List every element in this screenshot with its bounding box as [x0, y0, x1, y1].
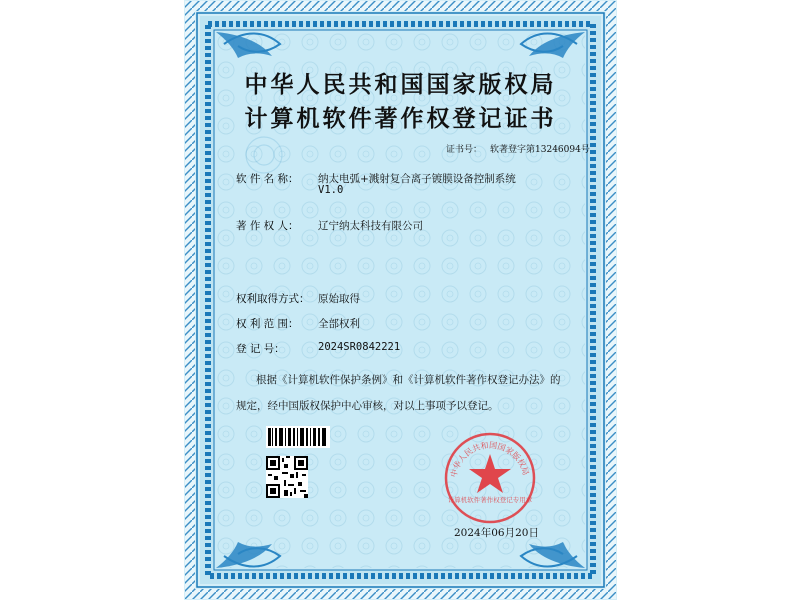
registration-number-label: 登 记 号：: [236, 343, 285, 355]
certificate-number-label: 证书号：: [446, 145, 483, 155]
seal-text-top: 中华人民共和国国家版权局: [449, 440, 531, 479]
owner-value: 辽宁纳太科技有限公司: [318, 220, 423, 232]
qr-code-icon: [266, 456, 308, 498]
owner-label: 著 作 权 人：: [236, 220, 299, 232]
rights-scope-value: 全部权利: [318, 318, 360, 330]
acquire-method-value: 原始取得: [318, 293, 360, 305]
software-version: V1.0: [318, 184, 344, 196]
acquire-method-label: 权利取得方式：: [236, 293, 310, 305]
statement-line-2: 规定，经中国版权保护中心审核，对以上事项予以登记。: [236, 400, 499, 412]
official-seal-icon: [442, 430, 538, 526]
rights-scope-label: 权 利 范 围：: [236, 318, 299, 330]
title-line-1: 中华人民共和国国家版权局: [244, 71, 557, 98]
certificate-number: [446, 142, 590, 155]
registration-number-value: 2024SR0842221: [318, 341, 401, 353]
certificate-number-value: 软著登字第13246094号: [490, 145, 590, 155]
certificate: [184, 0, 617, 600]
issue-date: 2024年06月20日: [454, 527, 539, 539]
software-name-label: 软 件 名 称：: [236, 173, 299, 185]
barcode-icon: [266, 426, 330, 448]
software-name-value: 纳太电弧+溅射复合离子镀膜设备控制系统: [318, 173, 516, 185]
statement-line-1: 根据《计算机软件保护条例》和《计算机软件著作权登记办法》的: [256, 374, 561, 386]
seal-text-bottom: 计算机软件著作权登记专用章: [447, 496, 533, 504]
title-line-2: 计算机软件著作权登记证书: [244, 105, 557, 132]
